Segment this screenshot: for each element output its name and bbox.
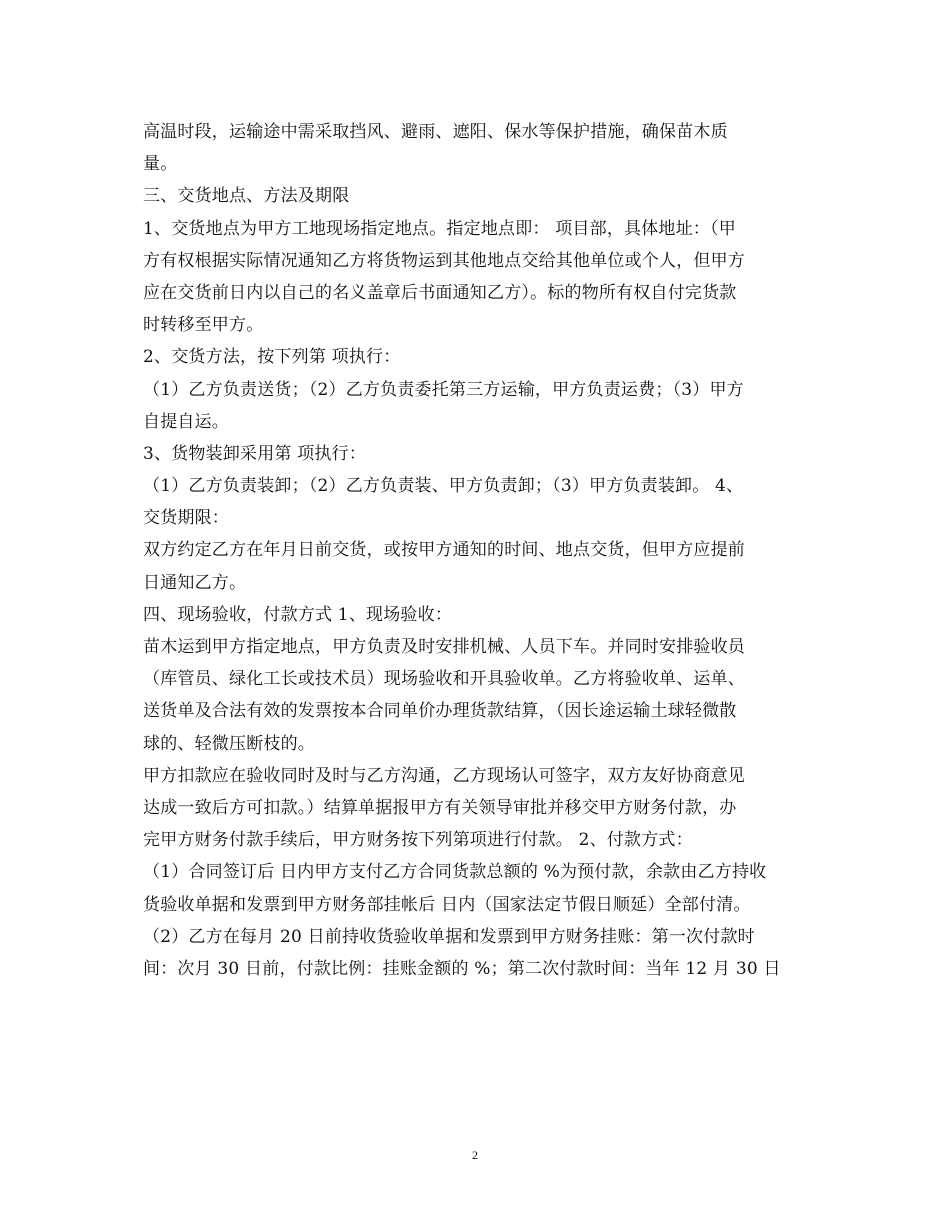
text-line: 交货期限： — [143, 508, 229, 529]
text-line: 球的、轻微压断枝的。 — [143, 733, 315, 754]
text-line: （1）乙方负责装卸；（2）乙方负责装、甲方负责卸；（3）甲方负责装卸。 4、 — [143, 476, 744, 497]
text-line: 间：次月 30 日前，付款比例：挂账金额的 %；第二次付款时间：当年 12 月 30 日 — [143, 958, 781, 979]
text-line: （库管员、绿化工长或技术员）现场验收和开具验收单。乙方将验收单、运单、 — [143, 669, 745, 690]
document-body — [143, 116, 823, 985]
text-line: 应在交货前日内以自己的名义盖章后书面通知乙方）。标的物所有权自付完货款 — [143, 282, 737, 303]
text-line: 甲方扣款应在验收同时及时与乙方沟通，乙方现场认可签字，双方友好协商意见 — [143, 765, 745, 786]
text-line: （1）合同签订后 日内甲方支付乙方合同货款总额的 %为预付款，余款由乙方持收 — [143, 862, 767, 883]
text-line: 时转移至甲方。 — [143, 315, 264, 336]
text-line: 货验收单据和发票到甲方财务部挂帐后 日内（国家法定节假日顺延）全部付清。 — [143, 894, 751, 915]
text-line: （1）乙方负责送货；（2）乙方负责委托第三方运输，甲方负责运费；（3）甲方 — [143, 379, 744, 400]
section-heading: 三、交货地点、方法及期限 — [143, 186, 350, 207]
text-line: 完甲方财务付款手续后，甲方财务按下列第项进行付款。 2、付款方式： — [143, 830, 693, 851]
text-line: 达成一致后方可扣款。）结算单据报甲方有关领导审批并移交甲方财务付款，办 — [143, 797, 737, 818]
text-line: 自提自运。 — [143, 411, 229, 432]
section-heading: 四、现场验收，付款方式 1、现场验收： — [143, 604, 453, 625]
text-line: 高温时段，运输途中需采取挡风、避雨、遮阳、保水等保护措施，确保苗木质 — [143, 122, 728, 142]
text-line: 日通知乙方。 — [143, 572, 247, 593]
text-line: 2、交货方法，按下列第 项执行： — [143, 347, 401, 368]
text-line: 方有权根据实际情况通知乙方将货物运到其他地点交给其他单位或个人，但甲方 — [143, 250, 745, 271]
text-line: 双方约定乙方在年月日前交货，或按甲方通知的时间、地点交货，但甲方应提前 — [143, 540, 745, 561]
text-line: 3、货物装卸采用第 项执行： — [143, 443, 367, 464]
text-line: 1、交货地点为甲方工地现场指定地点。指定地点即： 项目部，具体地址：（甲 — [143, 218, 736, 239]
page-number: 2 — [472, 1148, 478, 1162]
text-line: （2）乙方在每月 20 日前持收货验收单据和发票到甲方财务挂账：第一次付款时 — [143, 926, 755, 947]
text-line: 送货单及合法有效的发票按本合同单价办理货款结算，（因长途运输土球轻微散 — [143, 701, 737, 722]
text-line: 量。 — [143, 154, 178, 175]
text-line: 苗木运到甲方指定地点，甲方负责及时安排机械、人员下车。并同时安排验收员 — [143, 637, 745, 657]
